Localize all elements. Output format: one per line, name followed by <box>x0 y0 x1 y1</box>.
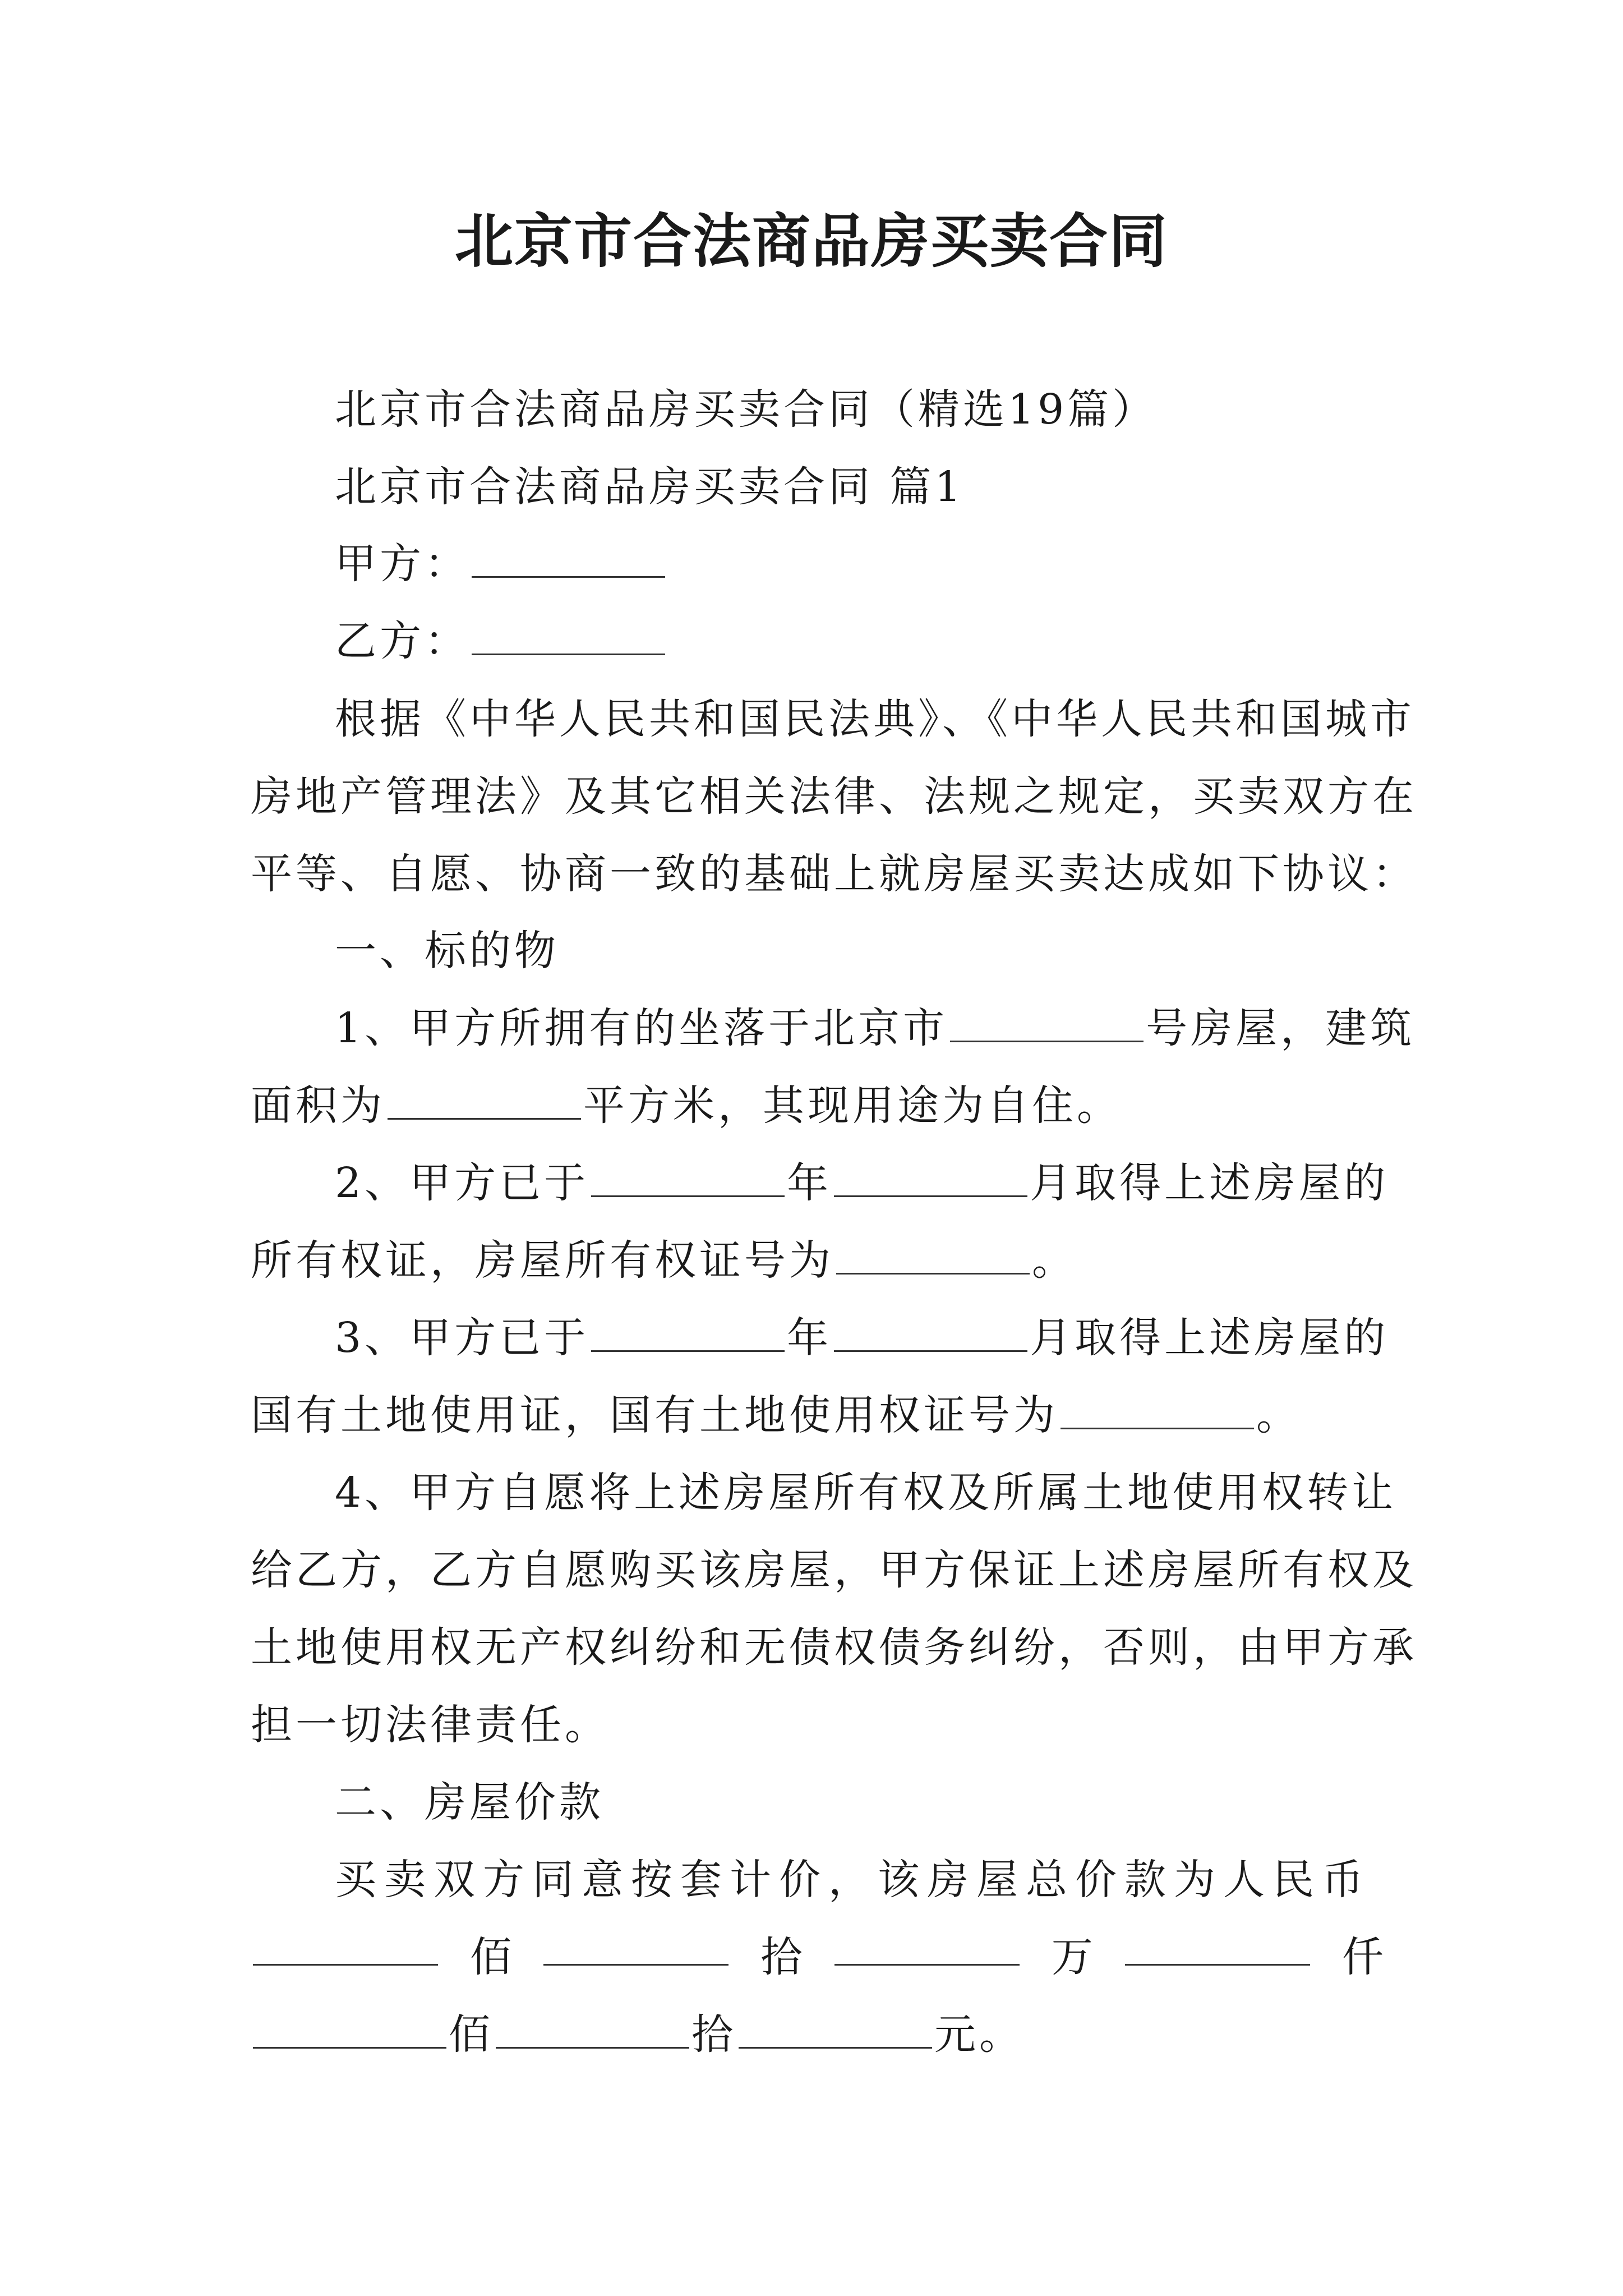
amount-unit: 拾 <box>760 1933 803 1981</box>
clause-line <box>251 1155 1389 1211</box>
fill-blank <box>543 1929 728 1966</box>
paragraph-line: 平等、自愿、协商一致的基础上就房屋买卖达成如下协议： <box>251 850 1417 898</box>
paragraph-line: 根据《中华人民共和国民法典》、《中华人民共和国城市 <box>335 695 1415 743</box>
fill-blank <box>1125 1929 1310 1966</box>
amount-unit: 仟 <box>1341 1933 1384 1981</box>
clause-text: 面积为 <box>251 1082 385 1130</box>
party-a-line <box>251 536 1384 592</box>
fill-blank <box>950 1006 1144 1042</box>
paragraph-line: 房地产管理法》及其它相关法律、法规之规定，买卖双方在 <box>251 772 1417 821</box>
fill-blank <box>591 1161 785 1197</box>
amount-unit: 佰 <box>449 2010 494 2059</box>
paragraph-line: 担一切法律责任。 <box>251 1701 610 1749</box>
fill-blank <box>836 1238 1030 1274</box>
clause-text: 1、甲方所拥有的坐落于北京市 <box>335 1004 948 1052</box>
amount-line <box>251 1929 1384 1985</box>
party-b-blank <box>472 619 665 655</box>
fill-blank <box>496 2012 689 2049</box>
section-heading: 一、标的物 <box>335 927 559 975</box>
paragraph-line: 买卖双方同意按套计价，该房屋总价款为人民币 <box>335 1856 1371 1904</box>
party-b-label: 乙方： <box>335 617 469 665</box>
fill-blank <box>834 1929 1020 1966</box>
clause-line <box>251 1232 1384 1289</box>
clause-text: 国有土地使用证，国有土地使用权证号为 <box>251 1391 1058 1439</box>
clause-text: 年 <box>787 1159 832 1207</box>
fill-blank <box>388 1083 581 1120</box>
clause-text: 年 <box>787 1314 832 1362</box>
clause-text: 3、甲方已于 <box>335 1314 589 1362</box>
amount-line <box>251 2007 1384 2063</box>
clause-line <box>251 1310 1389 1366</box>
clause-text: 。 <box>1256 1391 1301 1439</box>
clause-line <box>251 1000 1415 1056</box>
clause-line <box>251 1078 1384 1134</box>
amount-unit: 拾 <box>691 2010 736 2059</box>
fill-blank <box>834 1315 1027 1352</box>
clause-text: 所有权证，房屋所有权证号为 <box>251 1236 834 1285</box>
clause-text: 平方米，其现用途为自住。 <box>583 1082 1122 1130</box>
fill-blank <box>834 1161 1027 1197</box>
fill-blank <box>253 1929 438 1966</box>
amount-unit: 万 <box>1051 1933 1093 1981</box>
section-heading: 北京市合法商品房买卖合同 篇1 <box>335 463 965 511</box>
party-b-line <box>251 613 1384 669</box>
party-a-blank <box>472 541 665 578</box>
party-a-label: 甲方： <box>335 540 469 588</box>
clause-line <box>251 1387 1384 1443</box>
clause-text: 月取得上述房屋的 <box>1030 1159 1389 1207</box>
clause-text: 号房屋，建筑 <box>1146 1004 1415 1052</box>
subtitle-line: 北京市合法商品房买卖合同（精选19篇） <box>335 385 1158 434</box>
fill-blank <box>253 2012 446 2049</box>
fill-blank <box>591 1315 785 1352</box>
clause-text: 月取得上述房屋的 <box>1030 1314 1389 1362</box>
paragraph-line: 4、甲方自愿将上述房屋所有权及所属土地使用权转让 <box>335 1469 1397 1517</box>
paragraph-line: 土地使用权无产权纠纷和无债权债务纠纷，否则，由甲方承 <box>251 1623 1417 1672</box>
section-heading: 二、房屋价款 <box>335 1778 604 1826</box>
clause-text: 2、甲方已于 <box>335 1159 589 1207</box>
amount-unit: 元。 <box>934 2010 1024 2059</box>
clause-text: 。 <box>1032 1236 1077 1285</box>
document-title: 北京市合法商品房买卖合同 <box>454 206 1168 275</box>
paragraph-line: 给乙方，乙方自愿购买该房屋，甲方保证上述房屋所有权及 <box>251 1546 1417 1594</box>
fill-blank <box>1061 1393 1254 1429</box>
fill-blank <box>739 2012 932 2049</box>
amount-unit: 佰 <box>470 1933 512 1981</box>
